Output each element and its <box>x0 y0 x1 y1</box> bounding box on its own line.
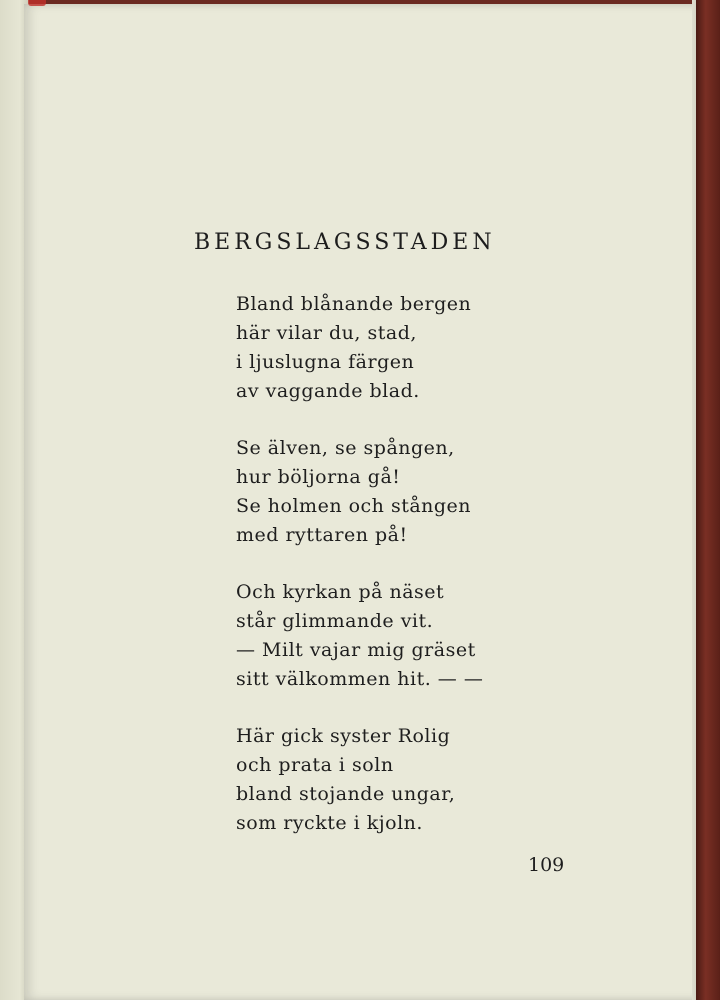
book-cover-edge <box>696 0 720 1000</box>
poem-line: — Milt vajar mig gräset <box>236 639 476 661</box>
poem-line: Och kyrkan på näset <box>236 581 445 603</box>
poem-line: bland stojande ungar, <box>236 783 456 805</box>
stanza-2 <box>236 434 536 550</box>
stanza-4 <box>236 722 536 838</box>
poem-line: Se holmen och stången <box>236 495 472 517</box>
book-page <box>24 4 700 1000</box>
poem-line: hur böljorna gå! <box>236 466 401 488</box>
poem-line: som ryckte i kjoln. <box>236 812 423 834</box>
bookmark-tab <box>28 0 46 6</box>
page-number: 109 <box>528 854 565 876</box>
poem-line: här vilar du, stad, <box>236 322 417 344</box>
poem-line: Här gick syster Rolig <box>236 725 451 747</box>
poem-body <box>236 290 536 866</box>
poem-line: Se älven, se spången, <box>236 437 455 459</box>
poem-title: BERGSLAGSSTADEN <box>194 230 496 255</box>
poem-line: och prata i soln <box>236 754 394 776</box>
poem-line: sitt välkommen hit. — — <box>236 668 484 690</box>
poem-line: Bland blånande bergen <box>236 293 472 315</box>
poem-line: med ryttaren på! <box>236 524 408 546</box>
poem-line: av vaggande blad. <box>236 380 420 402</box>
stanza-1 <box>236 290 536 406</box>
stanza-3 <box>236 578 536 694</box>
poem-line: i ljuslugna färgen <box>236 351 415 373</box>
poem-line: står glimmande vit. <box>236 610 434 632</box>
